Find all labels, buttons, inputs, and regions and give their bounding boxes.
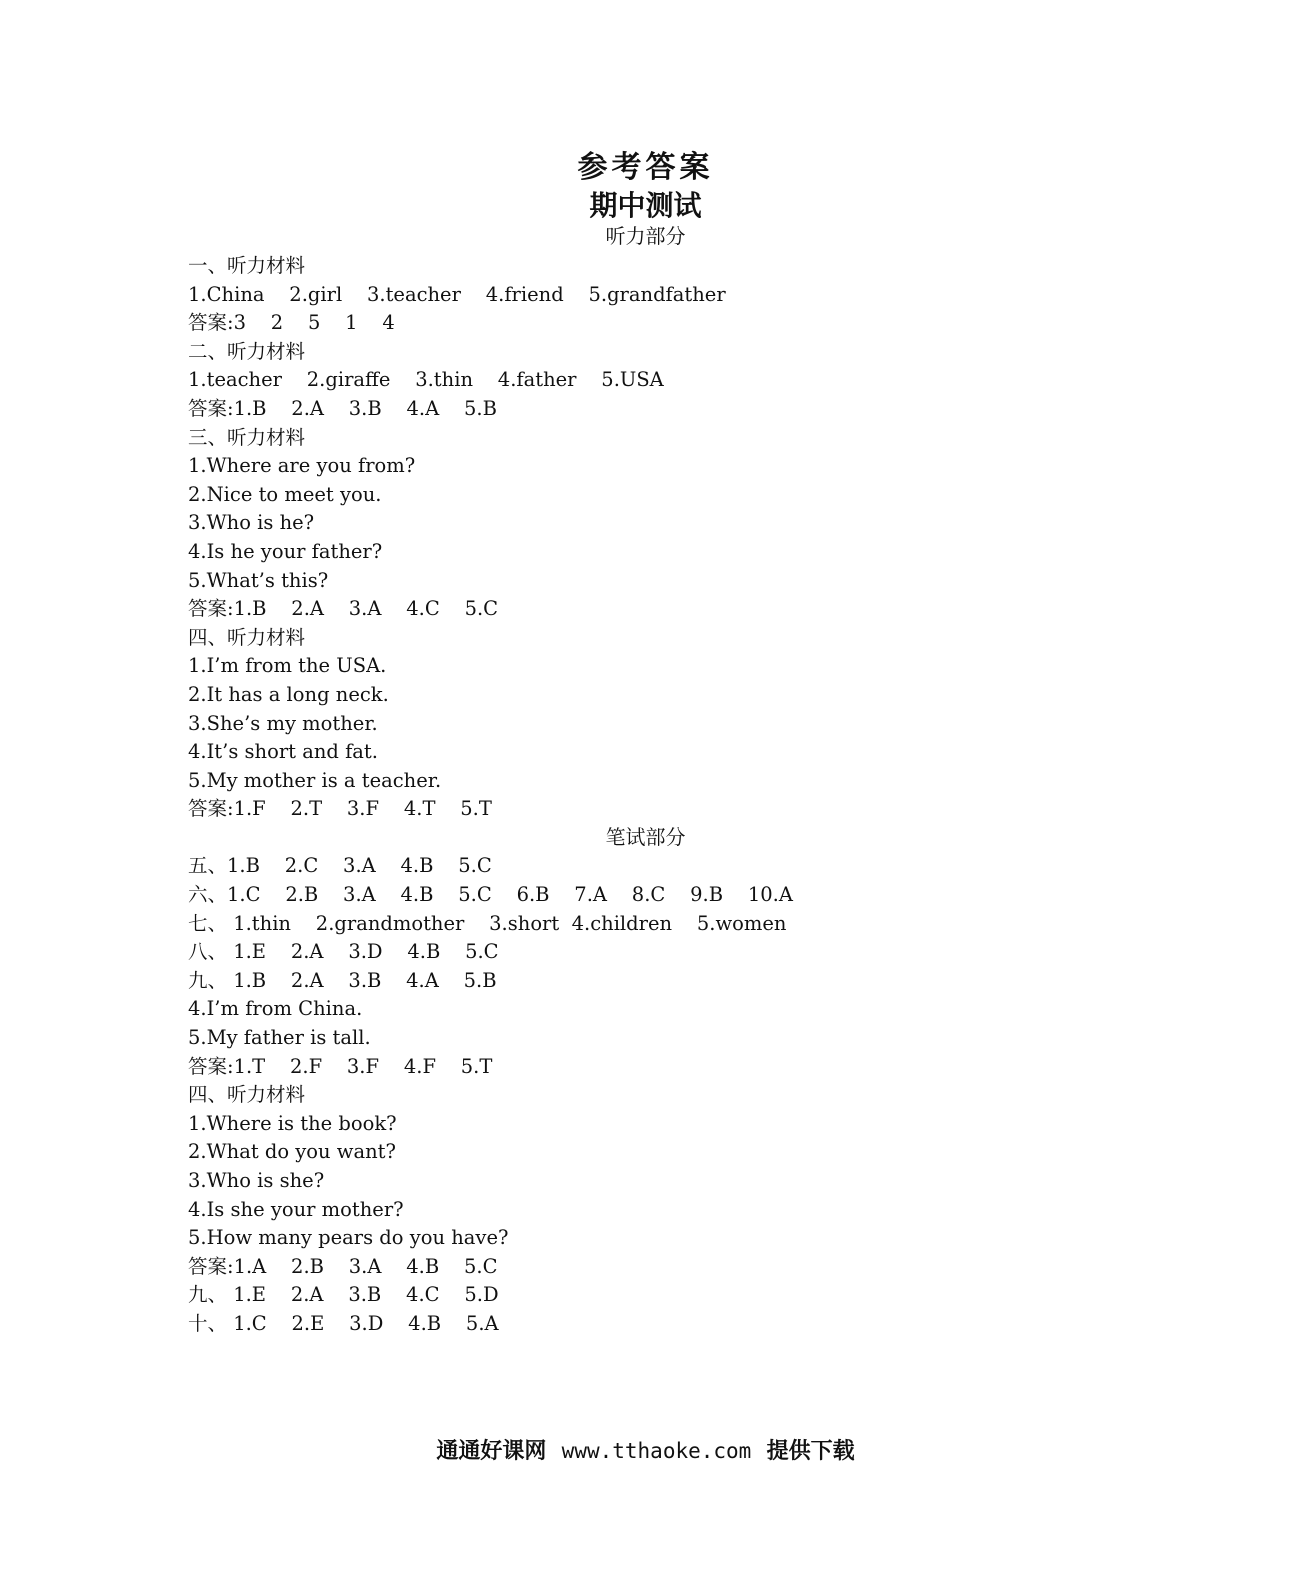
page-subtitle: 期中测试	[589, 189, 702, 222]
answer-line: 4.I’m from China.	[188, 997, 363, 1021]
answer-line: 九、 1.E 2.A 3.B 4.C 5.D	[188, 1283, 499, 1307]
answer-line: 1.China 2.girl 3.teacher 4.friend 5.grandfather	[188, 282, 726, 306]
answer-line: 5.What’s this?	[188, 568, 329, 592]
answer-line: 六、1.C 2.B 3.A 4.B 5.C 6.B 7.A 8.C 9.B 10.A	[188, 883, 793, 907]
answer-line: 4.Is he your father?	[188, 539, 383, 563]
answer-line: 七、 1.thin 2.grandmother 3.short 4.children 5.women	[188, 911, 787, 935]
footer-site-name: 通通好课网	[436, 1438, 547, 1464]
answer-line: 4.Is she your mother?	[188, 1197, 404, 1221]
answer-line: 十、 1.C 2.E 3.D 4.B 5.A	[188, 1311, 499, 1335]
answer-line: 4.It’s short and fat.	[188, 740, 378, 764]
answer-line: 5.How many pears do you have?	[188, 1226, 509, 1250]
page-title: 参考答案	[577, 150, 714, 185]
answer-line: 5.My father is tall.	[188, 1026, 371, 1050]
answer-line: 1.Where is the book?	[188, 1111, 397, 1135]
answer-line: 答案:1.B 2.A 3.A 4.C 5.C	[188, 597, 499, 621]
section-spacer	[188, 824, 1088, 853]
answer-lines	[188, 252, 1088, 1339]
answer-line: 三、听力材料	[188, 425, 306, 449]
answer-line: 答案:1.B 2.A 3.B 4.A 5.B	[188, 396, 497, 420]
answer-line: 3.She’s my mother.	[188, 711, 378, 735]
answer-line: 2.Nice to meet you.	[188, 482, 382, 506]
answer-line: 九、 1.B 2.A 3.B 4.A 5.B	[188, 968, 497, 992]
footer-url-link[interactable]: www.tthaoke.com	[561, 1439, 752, 1463]
answer-line: 八、 1.E 2.A 3.D 4.B 5.C	[188, 940, 499, 964]
answer-line: 答案:1.A 2.B 3.A 4.B 5.C	[188, 1254, 498, 1278]
answer-line: 2.It has a long neck.	[188, 682, 389, 706]
footer-credit	[0, 1435, 1291, 1467]
answer-line: 四、听力材料	[188, 625, 306, 649]
answer-line: 四、听力材料	[188, 1083, 306, 1107]
answer-line: 3.Who is he?	[188, 511, 315, 535]
answer-line: 1.I’m from the USA.	[188, 654, 387, 678]
answer-line: 答案:1.T 2.F 3.F 4.F 5.T	[188, 1054, 493, 1078]
section-heading-listening: 听力部分	[605, 224, 686, 248]
answer-line: 1.teacher 2.giraffe 3.thin 4.father 5.USA	[188, 368, 664, 392]
answer-line: 二、听力材料	[188, 339, 306, 363]
answer-line: 答案:1.F 2.T 3.F 4.T 5.T	[188, 797, 492, 821]
answer-line: 3.Who is she?	[188, 1169, 325, 1192]
answer-line: 一、听力材料	[188, 254, 306, 277]
answer-line: 五、1.B 2.C 3.A 4.B 5.C	[188, 854, 492, 878]
answer-line: 5.My mother is a teacher.	[188, 768, 442, 792]
footer-suffix: 提供下载	[766, 1438, 855, 1464]
answer-line: 答案:3 2 5 1 4	[188, 311, 395, 335]
answer-line: 1.Where are you from?	[188, 454, 416, 478]
answer-line: 2.What do you want?	[188, 1140, 396, 1164]
section-heading-written: 笔试部分	[605, 825, 686, 849]
